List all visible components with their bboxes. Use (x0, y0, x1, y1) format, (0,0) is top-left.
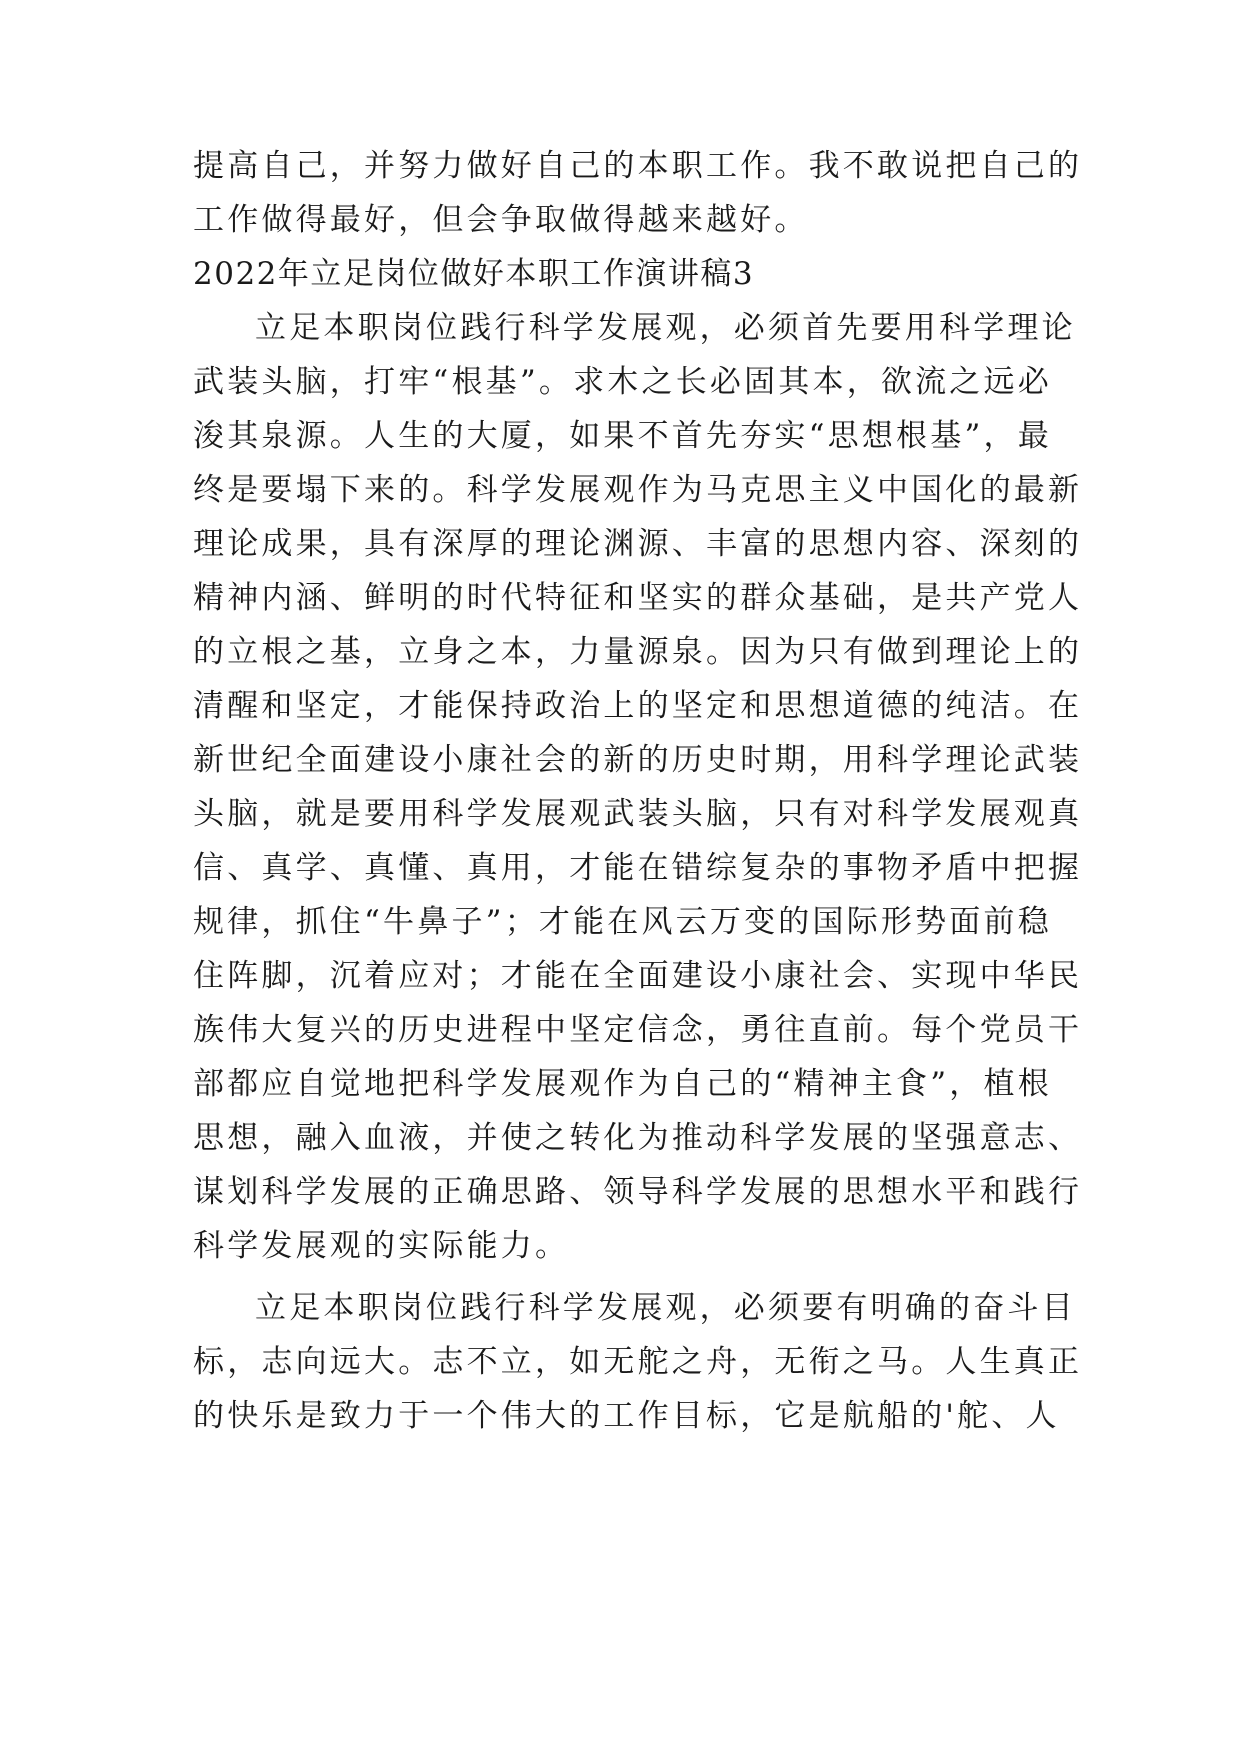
text-line: 工作做得最好，但会争取做得越来越好。 (193, 202, 809, 238)
text-line: 终是要塌下来的。科学发展观作为马克思主义中国化的最新 (193, 472, 1083, 508)
text-line: 的快乐是致力于一个伟大的工作目标，它是航船的'舵、人 (193, 1398, 1060, 1434)
text-line: 立足本职岗位践行科学发展观，必须首先要用科学理论 (255, 310, 1076, 346)
text-line: 谋划科学发展的正确思路、领导科学发展的思想水平和践行 (193, 1174, 1083, 1210)
text-line: 提高自己，并努力做好自己的本职工作。我不敢说把自己的 (193, 148, 1083, 184)
text-line: 科学发展观的实际能力。 (193, 1228, 570, 1264)
text-line: 族伟大复兴的历史进程中坚定信念，勇往直前。每个党员干 (193, 1012, 1083, 1048)
text-line: 精神内涵、鲜明的时代特征和坚实的群众基础，是共产党人 (193, 580, 1083, 616)
text-line: 立足本职岗位践行科学发展观，必须要有明确的奋斗目 (255, 1290, 1076, 1326)
text-line: 浚其泉源。人生的大厦，如果不首先夯实“思想根基”，最 (193, 418, 1052, 454)
text-line: 武装头脑，打牢“根基”。求木之长必固其本，欲流之远必 (193, 364, 1052, 400)
text-line: 住阵脚，沉着应对；才能在全面建设小康社会、实现中华民 (193, 958, 1083, 994)
text-line: 理论成果，具有深厚的理论渊源、丰富的思想内容、深刻的 (193, 526, 1083, 562)
text-line: 部都应自觉地把科学发展观作为自己的“精神主食”，植根 (193, 1066, 1052, 1102)
text-line: 的立根之基，立身之本，力量源泉。因为只有做到理论上的 (193, 634, 1083, 670)
text-line: 清醒和坚定，才能保持政治上的坚定和思想道德的纯洁。在 (193, 688, 1083, 724)
text-line: 标，志向远大。志不立，如无舵之舟，无衔之马。人生真正 (193, 1344, 1083, 1380)
text-line: 信、真学、真懂、真用，才能在错综复杂的事物矛盾中把握 (193, 850, 1083, 886)
section-heading: 2022年立足岗位做好本职工作演讲稿3 (193, 256, 755, 292)
text-line: 规律，抓住“牛鼻子”；才能在风云万变的国际形势面前稳 (193, 904, 1052, 940)
text-line: 头脑，就是要用科学发展观武装头脑，只有对科学发展观真 (193, 796, 1083, 832)
text-line: 思想，融入血液，并使之转化为推动科学发展的坚强意志、 (193, 1120, 1083, 1156)
text-line: 新世纪全面建设小康社会的新的历史时期，用科学理论武装 (193, 742, 1083, 778)
